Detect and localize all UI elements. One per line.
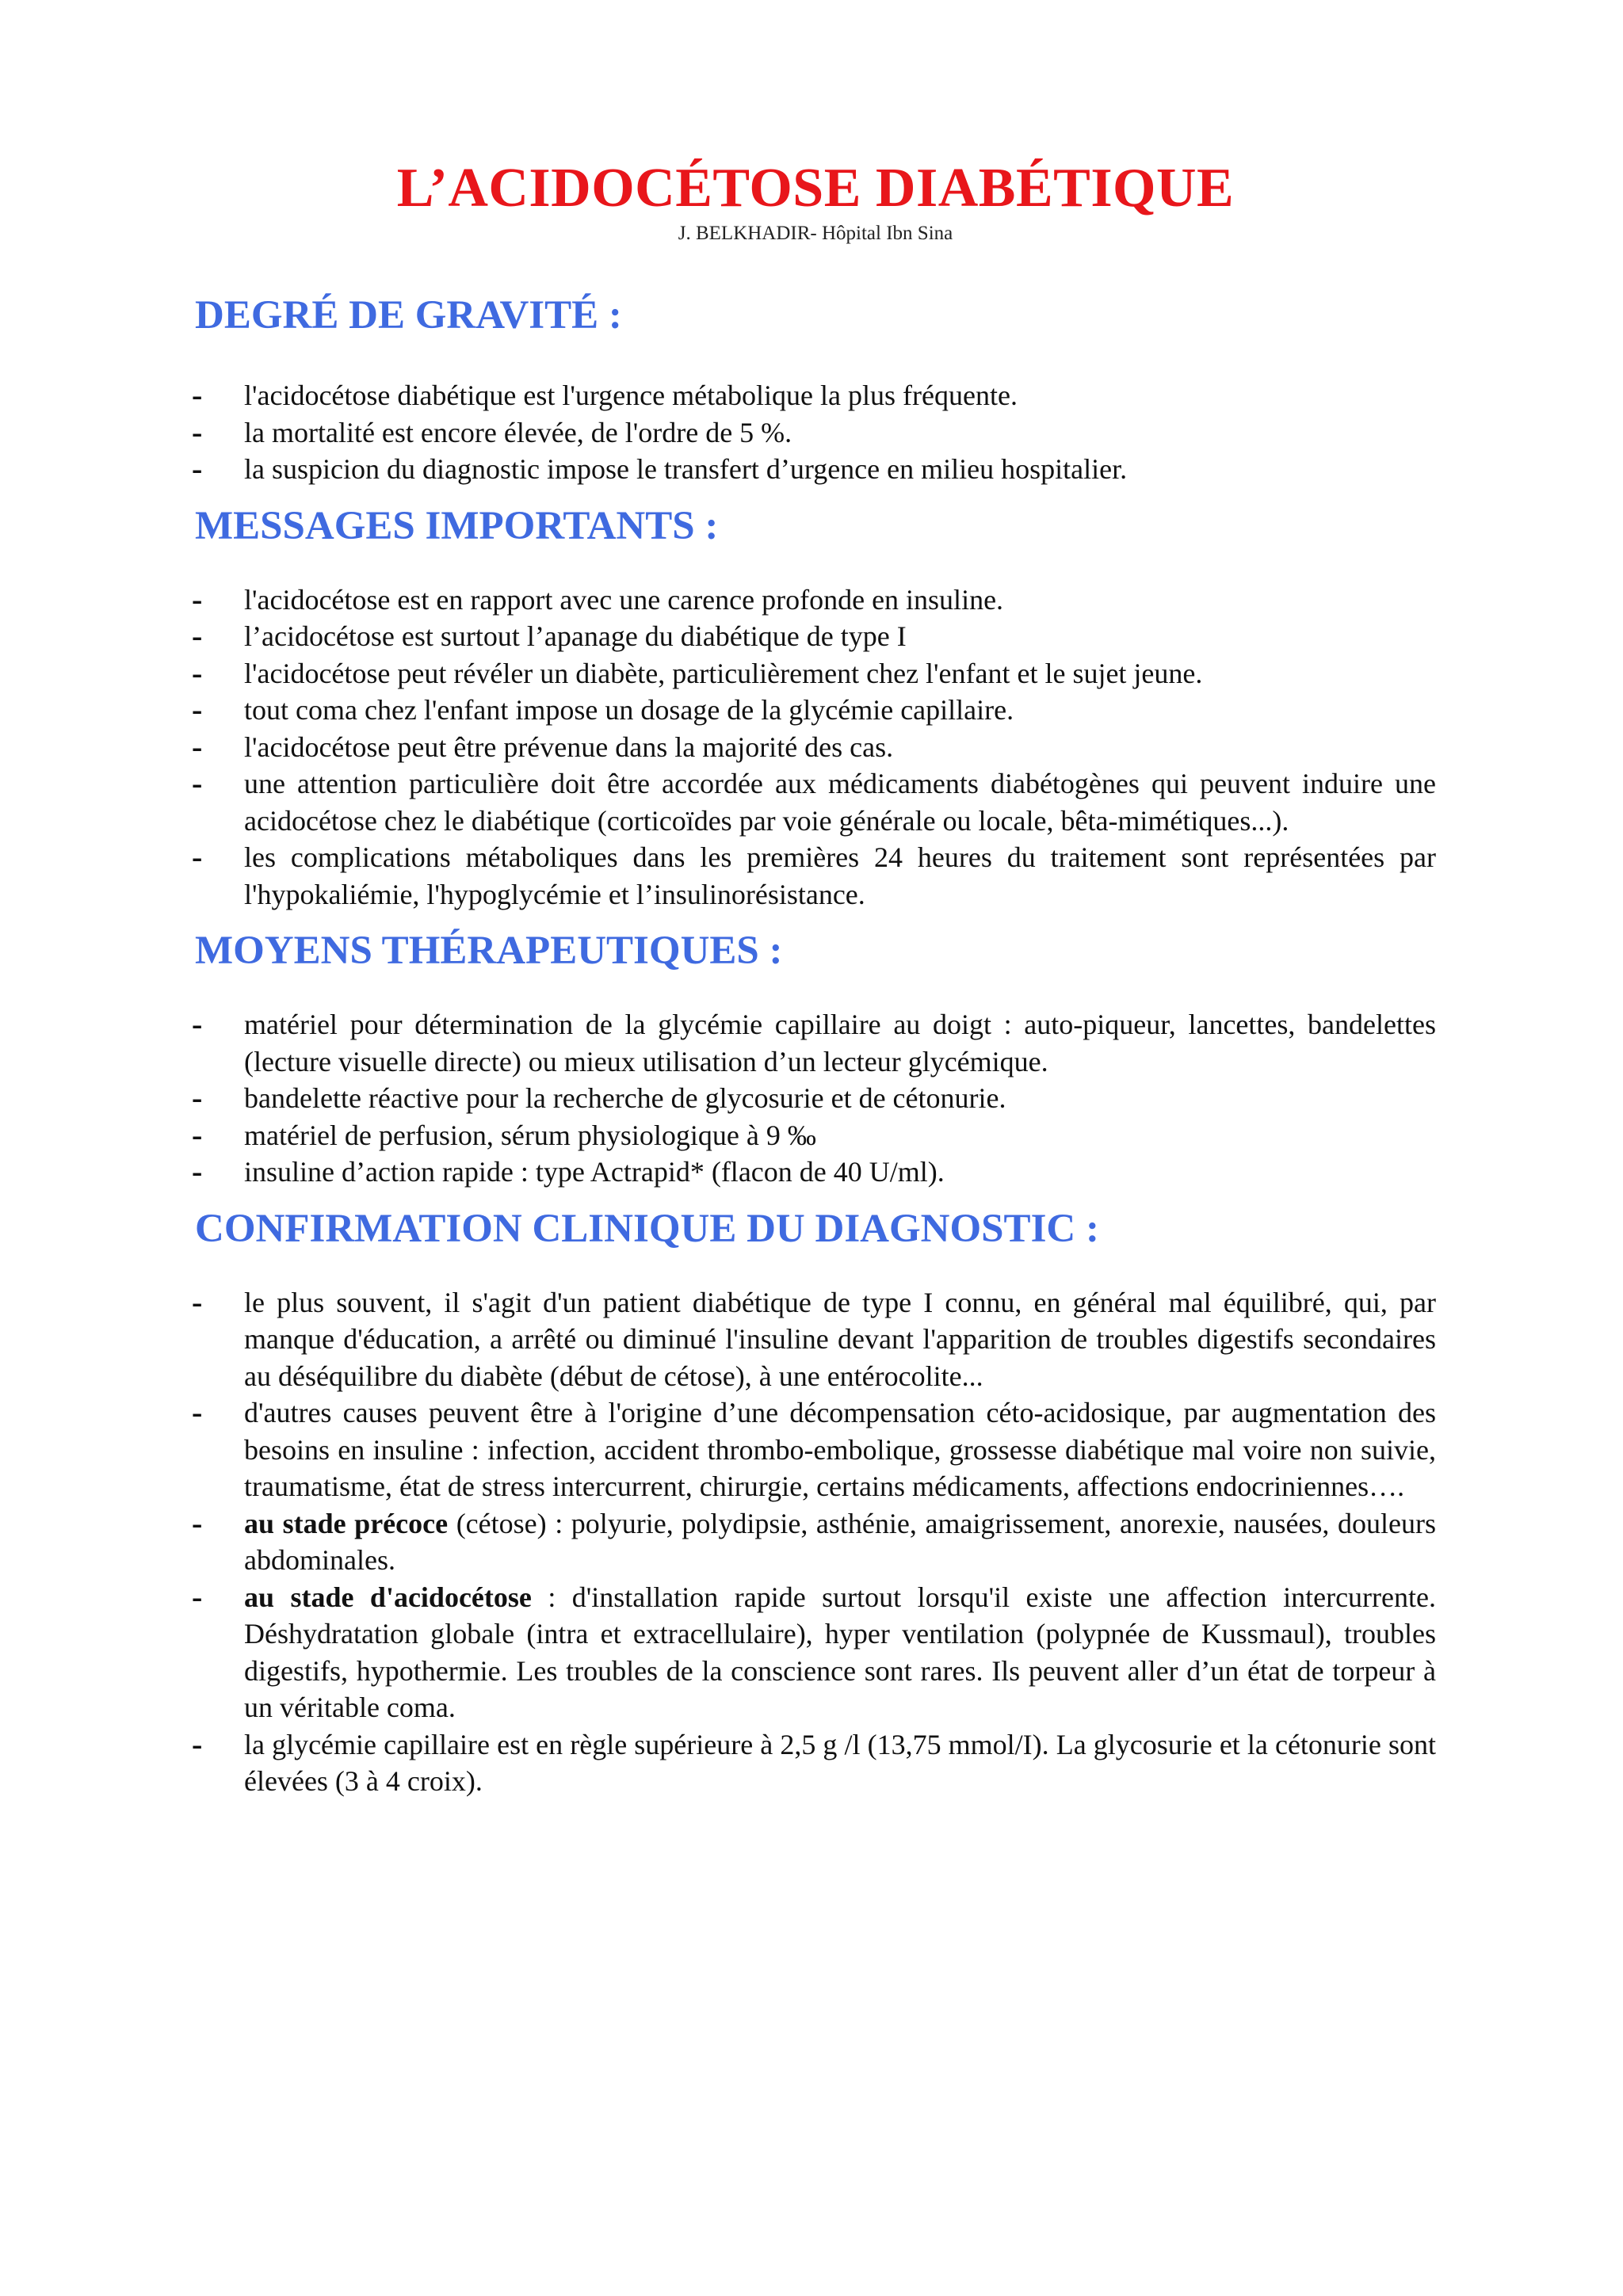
list-item-text: matériel pour détermination de la glycémie capillaire au doigt : auto-piqueur, lancettes, bandelettes (lecture visuelle directe) ou mieux utilisation d’un lecteur glycémique. — [244, 1009, 1436, 1077]
bullet-list — [192, 1006, 1436, 1191]
section-heading: MESSAGES IMPORTANTS : — [195, 503, 719, 548]
list-item-text: d'autres causes peuvent être à l'origine d’une décompensation céto-acidosique, par augmentation des besoins en insuline : infection, accident thrombo-embolique, grossesse diabétique mal voire non suivie, traumatisme, état de stress intercurrent, chirurgie, certains médicaments, affections endocriniennes…. — [244, 1397, 1436, 1502]
bullet-dash: - — [192, 451, 203, 486]
section-confirmation-clinique — [192, 1205, 1436, 1800]
section-heading: MOYENS THÉRAPEUTIQUES : — [195, 929, 783, 973]
list-item — [192, 581, 1436, 619]
list-item-text: le plus souvent, il s'agit d'un patient diabétique de type I connu, en général mal équilibré, qui, par manque d'éducation, a arrêté ou diminué l'insuline devant l'apparition de troubles digestifs secondaires au déséquilibre du diabète (début de cétose), à une entérocolite... — [244, 1286, 1436, 1392]
list-item-text: l'acidocétose diabétique est l'urgence métabolique la plus fréquente. — [244, 379, 1018, 411]
bullet-list — [192, 377, 1436, 488]
list-item — [192, 1578, 1436, 1726]
section-heading: CONFIRMATION CLINIQUE DU DIAGNOSTIC : — [195, 1206, 1099, 1251]
list-item — [192, 451, 1436, 488]
bullet-dash: - — [192, 1578, 203, 1615]
list-item — [192, 1283, 1436, 1395]
list-item-text: bandelette réactive pour la recherche de glycosurie et de cétonurie. — [244, 1082, 1006, 1114]
emphasis-text: au stade précoce — [244, 1507, 449, 1539]
list-item-text: (cétose) : polyurie, polydipsie, asthénie, amaigrissement, anorexie, nausées, douleurs abdominales. — [244, 1507, 1436, 1576]
bullet-dash: - — [192, 414, 203, 450]
bullet-dash: - — [192, 1726, 203, 1762]
list-item-text: la suspicion du diagnostic impose le transfert d’urgence en milieu hospitalier. — [244, 453, 1128, 485]
list-item — [192, 1116, 1436, 1154]
document-author: J. BELKHADIR- Hôpital Ibn Sina — [678, 223, 953, 244]
list-item-text: tout coma chez l'enfant impose un dosage de la glycémie capillaire. — [244, 694, 1014, 726]
bullet-dash: - — [192, 618, 203, 654]
list-item — [192, 377, 1436, 414]
list-item — [192, 728, 1436, 766]
list-item-text: la glycémie capillaire est en règle supérieure à 2,5 g /l (13,75 mmol/I). La glycosurie et la cétonurie sont élevées (3 à 4 croix). — [244, 1728, 1436, 1797]
list-item-text: insuline d’action rapide : type Actrapid* (flacon de 40 U/ml). — [244, 1156, 945, 1188]
list-item — [192, 1505, 1436, 1579]
bullet-dash: - — [192, 839, 203, 875]
list-item — [192, 1080, 1436, 1117]
list-item-text: : d'installation rapide surtout lorsqu'il existe une affection intercurrente. Déshydratation globale (intra et extracellulaire), hyper ventilation (polypnée de Kussmaul), troubles digestifs, hypothermie. Les troubles de la conscience sont rares. Ils peuvent aller d’un état de torpeur à un véritable coma. — [244, 1581, 1436, 1723]
bullet-dash: - — [192, 1394, 203, 1430]
bullet-dash: - — [192, 654, 203, 691]
list-item — [192, 618, 1436, 655]
list-item — [192, 414, 1436, 452]
list-item-text: l'acidocétose peut révéler un diabète, particulièrement chez l'enfant et le sujet jeune. — [244, 657, 1203, 689]
list-item — [192, 1006, 1436, 1080]
bullet-list — [192, 581, 1436, 913]
bullet-list — [192, 1283, 1436, 1800]
bullet-dash: - — [192, 581, 203, 617]
list-item-text: matériel de perfusion, sérum physiologique à 9 ‰ — [244, 1119, 816, 1151]
document-title: L’ACIDOCÉTOSE DIABÉTIQUE — [396, 158, 1235, 219]
bullet-dash: - — [192, 1116, 203, 1153]
list-item — [192, 839, 1436, 913]
section-heading: DEGRÉ DE GRAVITÉ : — [195, 293, 622, 338]
section-moyens-therapeutiques — [192, 927, 1436, 1191]
list-item-text: l'acidocétose peut être prévenue dans la majorité des cas. — [244, 730, 894, 763]
section-messages-importants — [192, 502, 1436, 913]
bullet-dash: - — [192, 1154, 203, 1189]
bullet-dash: - — [192, 1283, 203, 1320]
list-item-text: la mortalité est encore élevée, de l'ordre de 5 %. — [244, 416, 792, 448]
emphasis-text: au stade d'acidocétose — [244, 1581, 532, 1613]
list-item — [192, 1726, 1436, 1800]
list-item — [192, 1154, 1436, 1191]
bullet-dash: - — [192, 1505, 203, 1541]
list-item — [192, 1394, 1436, 1505]
bullet-dash: - — [192, 1006, 203, 1042]
section-degre-de-gravite — [192, 292, 1436, 488]
bullet-dash: - — [192, 1080, 203, 1116]
list-item-text: les complications métaboliques dans les premières 24 heures du traitement sont représentées par l'hypokaliémie, l'hypoglycémie et l’insulinorésistance. — [244, 841, 1436, 910]
bullet-dash: - — [192, 728, 203, 765]
bullet-dash: - — [192, 692, 203, 727]
list-item — [192, 654, 1436, 692]
list-item — [192, 765, 1436, 839]
bullet-dash: - — [192, 765, 203, 801]
list-item-text: l'acidocétose est en rapport avec une carence profonde en insuline. — [244, 583, 1004, 616]
list-item — [192, 692, 1436, 729]
list-item-text: l’acidocétose est surtout l’apanage du diabétique de type I — [244, 620, 907, 652]
list-item-text: une attention particulière doit être accordée aux médicaments diabétogènes qui peuvent induire une acidocétose chez le diabétique (corticoïdes par voie générale ou locale, bêta-mimétiques...). — [244, 768, 1436, 837]
bullet-dash: - — [192, 377, 203, 413]
